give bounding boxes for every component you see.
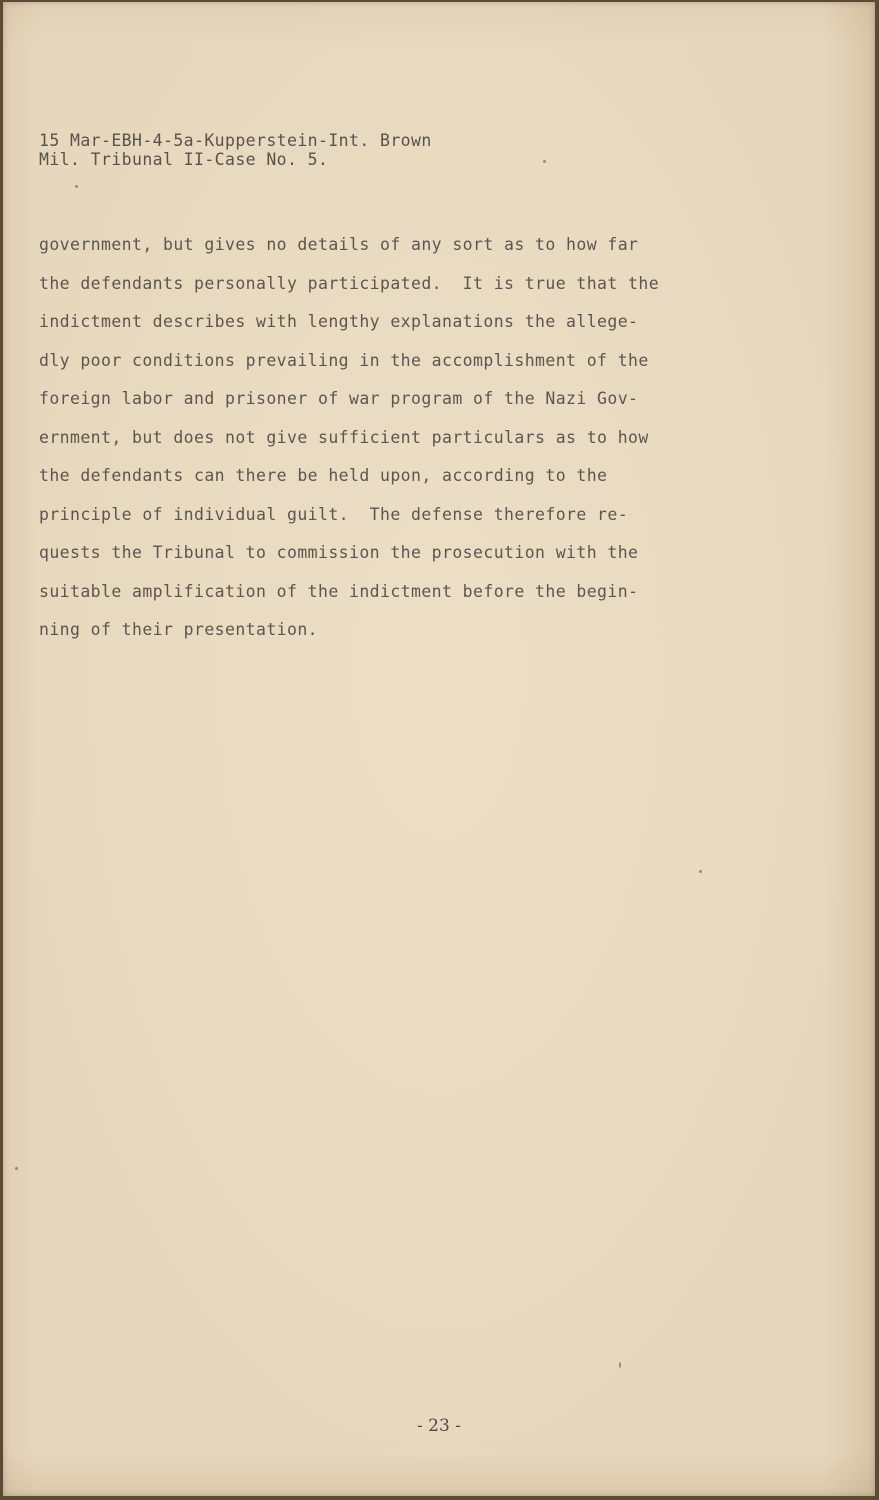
body-line: indictment describes with lengthy explanations the allege- [39, 312, 639, 331]
body-paragraph [39, 226, 799, 650]
paper-speck [543, 160, 546, 163]
body-line: quests the Tribunal to commission the prosecution with the [39, 543, 639, 562]
page-number: - 23 - [417, 1416, 461, 1436]
body-line: the defendants can there be held upon, according to the [39, 466, 608, 485]
paper-speck [699, 870, 702, 873]
paper-speck [619, 1362, 621, 1368]
body-line: ning of their presentation. [39, 620, 319, 639]
document-page [3, 2, 875, 1496]
header-line-2: Mil. Tribunal II-Case No. 5. [39, 150, 329, 169]
body-line: the defendants personally participated. It is true that the [39, 273, 660, 293]
paper-speck [75, 185, 78, 188]
document-header [39, 131, 432, 169]
body-line: suitable amplification of the indictment before the begin- [39, 581, 639, 601]
body-line: principle of individual guilt. The defense therefore re- [39, 504, 629, 524]
body-line: foreign labor and prisoner of war program of the Nazi Gov- [39, 389, 639, 408]
header-line-1: 15 Mar-EBH-4-5a-Kupperstein-Int. Brown [39, 131, 432, 150]
body-line: ernment, but does not give sufficient particulars as to how [39, 427, 649, 447]
body-line: dly poor conditions prevailing in the accomplishment of the [39, 350, 649, 370]
body-line: government, but gives no details of any sort as to how far [39, 235, 639, 254]
paper-speck [15, 1167, 18, 1170]
